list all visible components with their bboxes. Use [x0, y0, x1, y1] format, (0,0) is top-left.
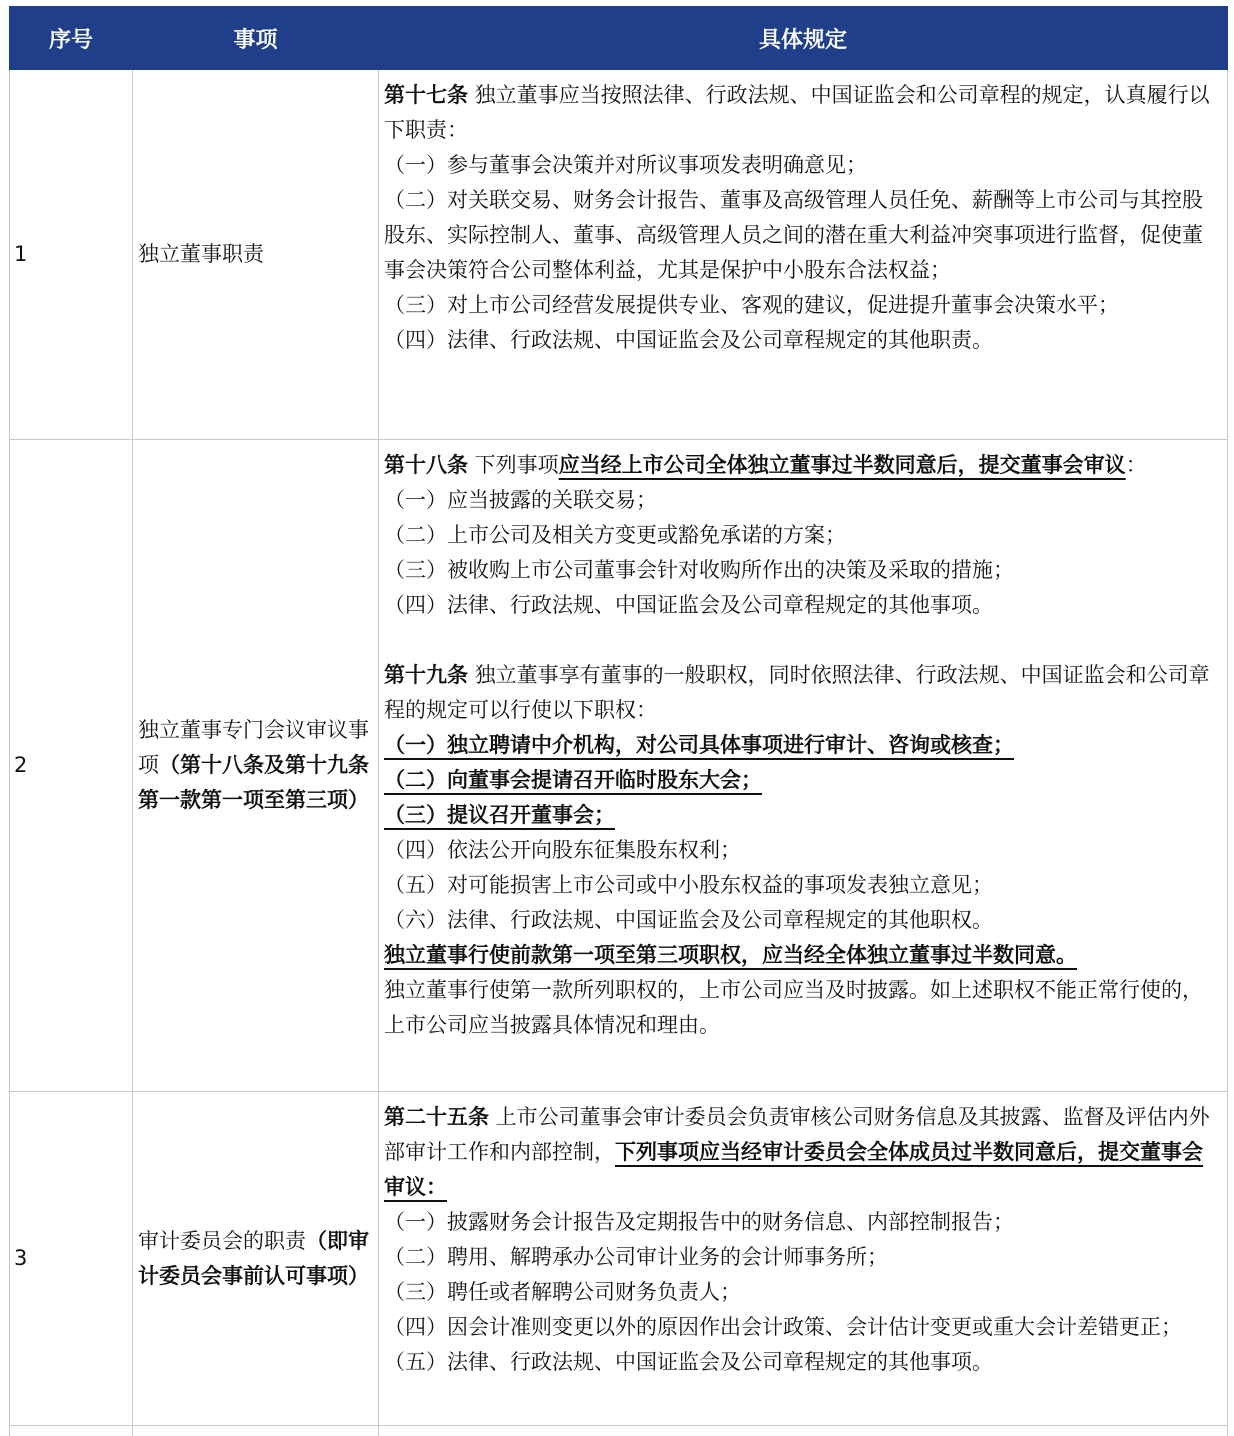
- header-detail: 具体规定: [379, 7, 1228, 70]
- article-paragraph: [384, 448, 1221, 483]
- row-item: [133, 1092, 379, 1426]
- article-text: 独立董事应当按照法律、行政法规、中国证监会和公司章程的规定，认真履行以下职责：: [384, 83, 1210, 142]
- table-row: [10, 440, 1228, 1092]
- list-item-bold: （一）独立聘请中介机构，对公司具体事项进行审计、咨询或核查；: [384, 733, 1014, 757]
- list-item: （一）参与董事会决策并对所议事项发表明确意见；: [384, 148, 1221, 183]
- list-item: （四）法律、行政法规、中国证监会及公司章程规定的其他事项。: [384, 588, 1221, 623]
- list-item-bold: （三）提议召开董事会；: [384, 803, 615, 827]
- note: 独立董事行使第一款所列职权的，上市公司应当及时披露。如上述职权不能正常行使的，上市公司应当披露具体情况和理由。: [384, 973, 1221, 1043]
- article-title: 第十九条: [384, 663, 468, 687]
- item-label-bold: （即审计委员会事前认可事项）: [138, 1229, 369, 1288]
- article-text: 上市公司董事会审计委员会负责审核公司财务信息及其披露、监督及评估内外部审计工作和内部控制，: [384, 1105, 1210, 1164]
- row-item: [133, 440, 379, 1092]
- list-item: （三）对上市公司经营发展提供专业、客观的建议，促进提升董事会决策水平；: [384, 288, 1221, 323]
- header-item: 事项: [133, 7, 379, 70]
- row-detail: [379, 1092, 1228, 1426]
- article-paragraph: [384, 1100, 1221, 1205]
- spacer: [384, 623, 1221, 658]
- row-seq: 2: [10, 440, 133, 1092]
- table-row: [10, 70, 1228, 440]
- article-tail: ：: [1126, 453, 1147, 477]
- list-item: （二）对关联交易、财务会计报告、董事及高级管理人员任免、薪酬等上市公司与其控股股东、实际控制人、董事、高级管理人员之间的潜在重大利益冲突事项进行监督，促使董事会决策符合公司整体利益，尤其是保护中小股东合法权益；: [384, 183, 1221, 288]
- article-underline: 应当经上市公司全体独立董事过半数同意后，提交董事会审议: [559, 453, 1126, 477]
- table-row: [10, 1092, 1228, 1426]
- article-paragraph: [384, 658, 1221, 728]
- article-paragraph: [384, 78, 1221, 148]
- regulation-table: [9, 6, 1228, 1436]
- list-item: （四）因会计准则变更以外的原因作出会计政策、会计估计变更或重大会计差错更正；: [384, 1310, 1221, 1345]
- table-header-row: [10, 7, 1228, 70]
- item-label: 独立董事专门会议审议事项: [138, 718, 369, 777]
- row-item: 独立董事职责: [133, 70, 379, 440]
- list-item: （六）法律、行政法规、中国证监会及公司章程规定的其他职权。: [384, 903, 1221, 938]
- list-item: （三）聘任或者解聘公司财务负责人；: [384, 1275, 1221, 1310]
- article-text: 下列事项: [468, 453, 559, 477]
- item-label: 审计委员会的职责: [138, 1229, 306, 1253]
- list-item: （三）被收购上市公司董事会针对收购所作出的决策及采取的措施；: [384, 553, 1221, 588]
- list-item: （五）对可能损害上市公司或中小股东权益的事项发表独立意见；: [384, 868, 1221, 903]
- row-detail: [379, 440, 1228, 1092]
- article-text: 独立董事享有董事的一般职权，同时依照法律、行政法规、中国证监会和公司章程的规定可以行使以下职权：: [384, 663, 1210, 722]
- row-seq: 1: [10, 70, 133, 440]
- list-item: （四）依法公开向股东征集股东权利；: [384, 833, 1221, 868]
- article-underline: 下列事项应当经审计委员会全体成员过半数同意后，提交董事会审议：: [384, 1140, 1203, 1199]
- list-item: （四）法律、行政法规、中国证监会及公司章程规定的其他职责。: [384, 323, 1221, 358]
- article-title: 第二十五条: [384, 1105, 489, 1129]
- list-item: （二）聘用、解聘承办公司审计业务的会计师事务所；: [384, 1240, 1221, 1275]
- list-item: （一）披露财务会计报告及定期报告中的财务信息、内部控制报告；: [384, 1205, 1221, 1240]
- list-item: （一）应当披露的关联交易；: [384, 483, 1221, 518]
- article-title: 第十八条: [384, 453, 468, 477]
- note-bold: 独立董事行使前款第一项至第三项职权，应当经全体独立董事过半数同意。: [384, 943, 1077, 967]
- item-label-bold: （第十八条及第十九条第一款第一项至第三项）: [138, 753, 369, 812]
- list-item: （五）法律、行政法规、中国证监会及公司章程规定的其他事项。: [384, 1345, 1221, 1380]
- row-seq: 3: [10, 1092, 133, 1426]
- header-seq: 序号: [10, 7, 133, 70]
- list-item-bold: （二）向董事会提请召开临时股东大会；: [384, 768, 762, 792]
- row-detail: [379, 70, 1228, 440]
- article-title: 第十七条: [384, 83, 468, 107]
- table-row-partial: [10, 1426, 1228, 1436]
- list-item: （二）上市公司及相关方变更或豁免承诺的方案；: [384, 518, 1221, 553]
